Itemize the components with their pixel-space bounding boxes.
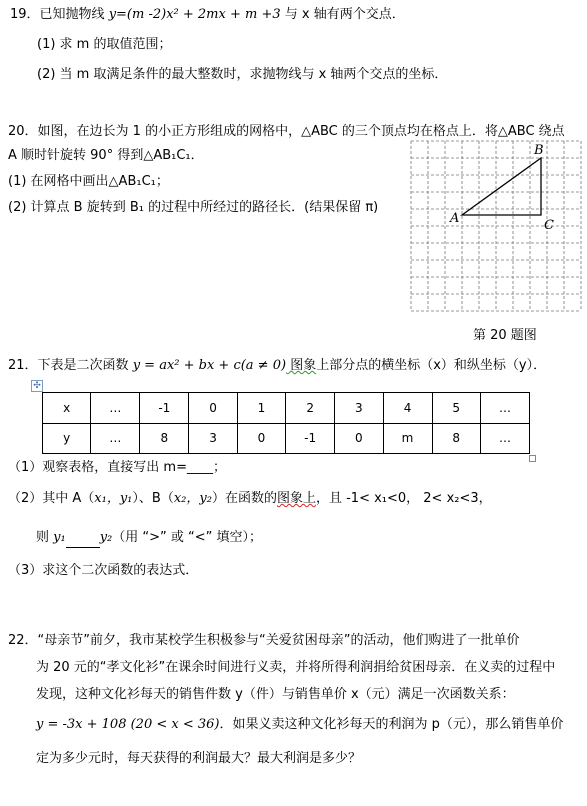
q19-number: 19．已知抛物线 [10,7,109,22]
table-cell: 2 [286,393,335,424]
y2-symbol: y₂ [99,530,113,545]
table-cell: … [480,393,529,424]
answer-blank[interactable] [66,529,100,548]
q22-line4 [36,716,563,734]
table-cell: 8 [140,423,189,454]
q21-part2-mid: ）、B（ [132,491,174,506]
q20-grid-figure [410,140,582,312]
q21-part2 [8,490,492,508]
q19-part1: (1) 求 m 的取值范围； [37,37,172,52]
table-cell: 4 [383,393,432,424]
label-a: A [450,211,460,226]
q20-part2: (2) 计算点 B 旋转到 B₁ 的过程中所经过的路径长．(结果保留 π) [8,200,379,215]
q20-figure-caption: 第 20 题图 [473,328,537,343]
table-cell: … [480,423,529,454]
table-resize-handle[interactable] [529,455,536,462]
table-cell: m [383,423,432,454]
table-cell: 8 [432,423,480,454]
q21-stem-pre: 21．下表是二次函数 [8,358,133,373]
point-b-coords: x₂，y₂ [173,491,212,506]
label-b: B [534,143,544,158]
table-move-handle-icon[interactable]: ✣ [31,380,43,392]
table-row-y [43,423,530,454]
q20-line2: A 顺时针旋转 90° 得到△AB₁C₁． [8,148,204,163]
q21-part2-post1: ）在函数的 [211,491,277,506]
grid-lines [411,141,581,311]
table-cell: -1 [286,423,335,454]
q22-line2: 为 20 元的“孝文化衫”在课余时间进行义卖，并将所得利润捐给贫困母亲．在义卖的过程中 [36,660,556,675]
q21-part2-post3: ，且 -1< x₁<0， 2< x₂<3， [315,491,492,506]
table-cell: 0 [237,423,285,454]
y1-symbol: y₁ [53,530,66,545]
q22-line5: 定为多少元时，每天获得的利润最大？最大利润是多少？ [36,751,362,766]
table-cell: … [91,423,140,454]
label-c: C [544,218,554,233]
q21-value-table [42,392,530,454]
table-cell: 3 [189,423,237,454]
triangle-abc [462,158,541,215]
q21-part1: （1）观察表格，直接写出 m=____； [8,460,226,475]
q21-part2b-pre: 则 [36,530,54,545]
q21-part3: （3）求这个二次函数的表达式． [8,563,199,578]
q21-equation: y = ax² + bx + c(a ≠ 0) [132,358,287,373]
table-cell: 0 [335,423,383,454]
q19-part2: (2) 当 m 取满足条件的最大整数时，求抛物线与 x 轴两个交点的坐标． [37,67,448,82]
table-cell: … [91,393,140,424]
q19-equation: y=(m -2)x² + 2mx + m +3 [108,7,281,22]
q21-part2-post2: 图象上 [276,491,316,506]
table-cell: -1 [140,393,189,424]
table-row-x [43,393,530,424]
q22-equation: y = -3x + 108 (20 < x < 36) [36,717,220,732]
q20-part1: (1) 在网格中画出△AB₁C₁； [8,174,169,189]
q20-line1: 20．如图，在边长为 1 的小正方形组成的网格中，△ABC 的三个顶点均在格点上．将△ABC 绕点 [8,124,565,139]
q19-tail: 与 x 轴有两个交点． [280,7,405,22]
table-cell: y [43,423,91,454]
q21-part2-pre: （2）其中 A（ [8,491,95,506]
q22-line1: 22．“母亲节”前夕，我市某校学生积极参与“关爱贫困母亲”的活动，他们购进了一批单价 [8,633,520,648]
q19-stem [10,6,405,24]
table-cell: 5 [432,393,480,424]
q21-stem-post: 上部分点的横坐标（x）和纵坐标（y）． [316,358,547,373]
q21-stem [8,357,546,375]
table-cell: 3 [335,393,383,424]
table-cell: x [43,393,91,424]
q21-part2-answer [36,529,262,548]
q22-line4-post: ．如果义卖这种文化衫每天的利润为 p（元），那么销售单价 [219,717,564,732]
table-cell: 1 [237,393,285,424]
q22-line3: 发现，这种文化衫每天的销售件数 y（件）与销售单价 x（元）满足一次函数关系： [36,687,515,702]
table-cell: 0 [189,393,237,424]
point-a-coords: x₁，y₁ [94,491,133,506]
q21-part2b-post: （用 “>” 或 “<” 填空）； [112,530,263,545]
q21-stem-mid: 图象 [286,358,317,373]
